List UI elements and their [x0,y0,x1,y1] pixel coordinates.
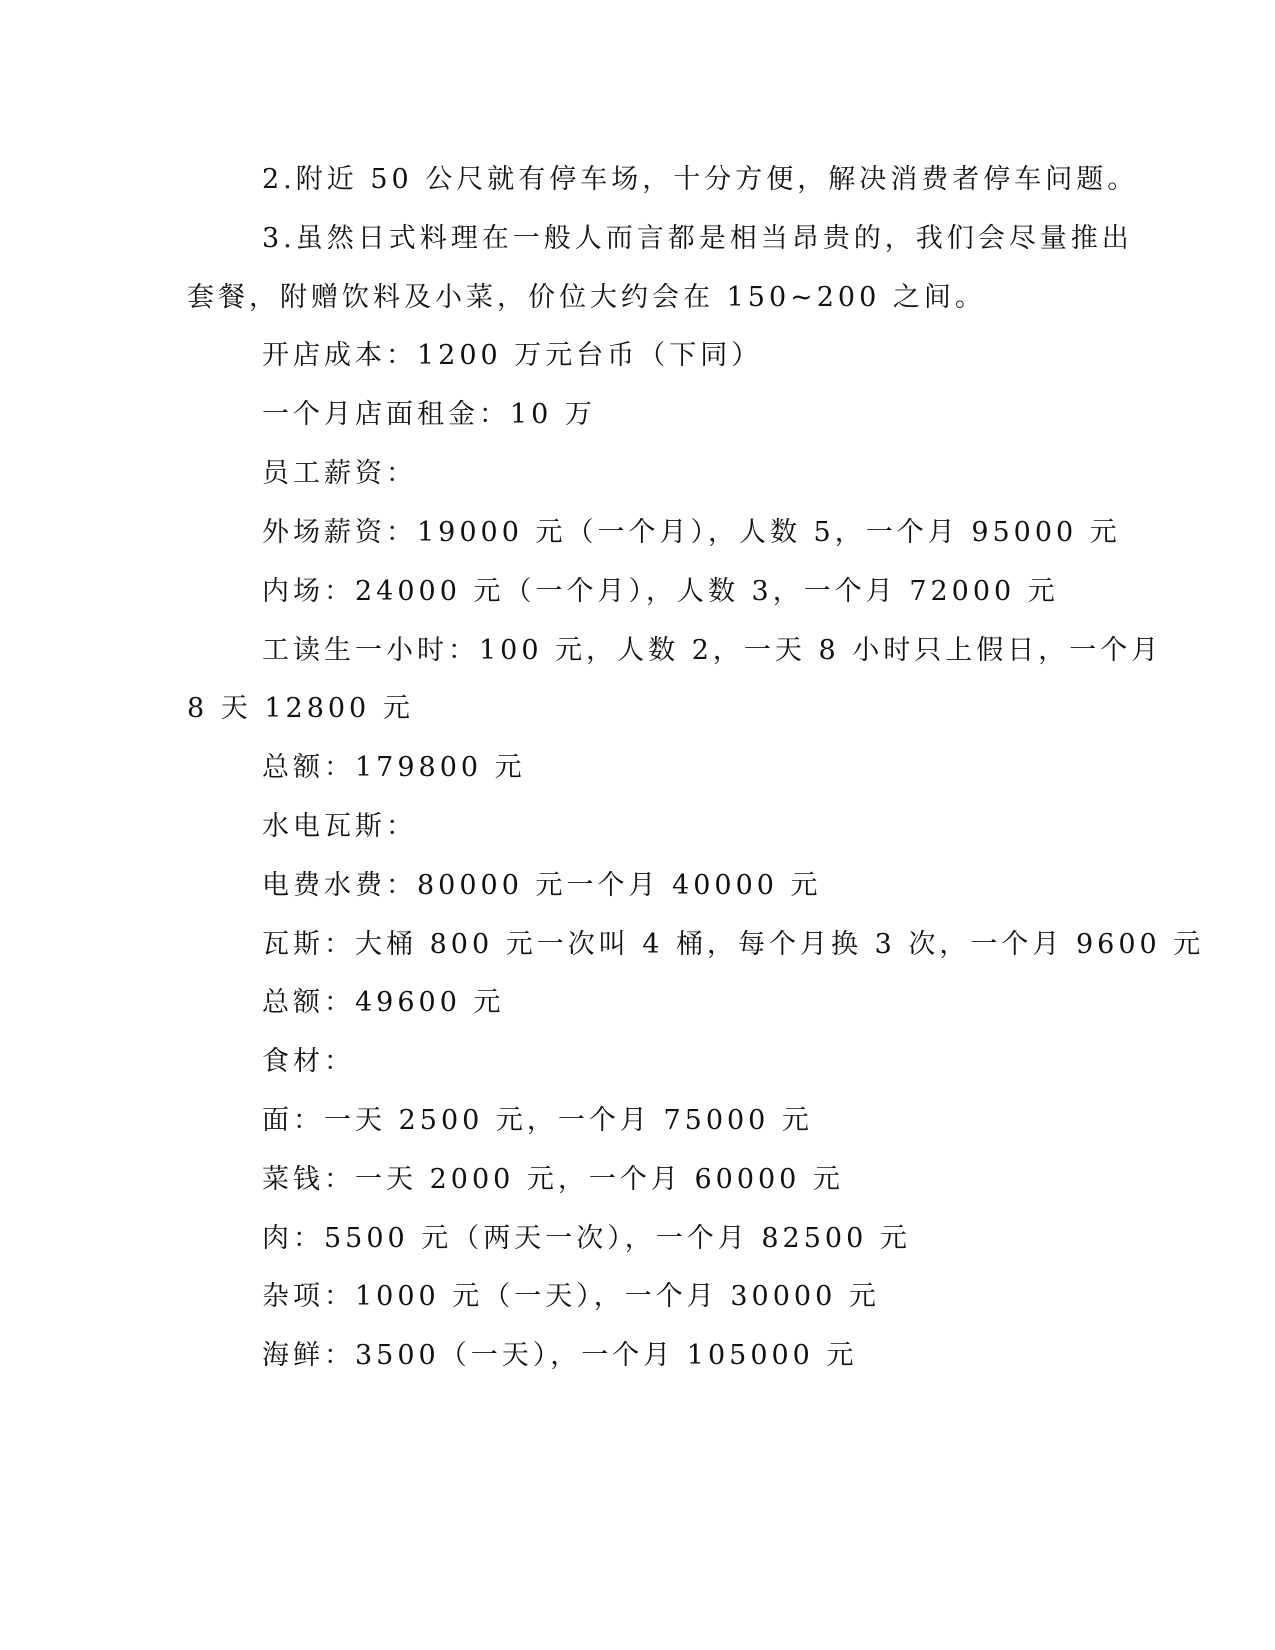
utilities-heading: 水电瓦斯： [262,811,417,842]
salary-front-staff: 外场薪资：19000 元（一个月），人数 5，一个月 95000 元 [262,517,1121,548]
utilities-gas: 瓦斯：大桶 800 元一次叫 4 桶，每个月换 3 次，一个月 9600 元 [262,929,1205,960]
monthly-rent: 一个月店面租金：10 万 [262,399,596,430]
salary-kitchen-staff: 内场：24000 元（一个月），人数 3，一个月 72000 元 [262,576,1059,607]
utilities-electric-water: 电费水费：80000 元一个月 40000 元 [262,870,822,901]
paragraph-pricing-line-2: 套餐，附赠饮料及小菜，价位大约会在 150~200 之间。 [187,282,986,313]
salary-part-time-line-1: 工读生一小时：100 元，人数 2，一天 8 小时只上假日，一个月 [262,635,1163,666]
salary-total: 总额：179800 元 [262,752,526,783]
paragraph-pricing-line-1: 3.虽然日式料理在一般人而言都是相当昂贵的，我们会尽量推出 [262,223,1133,254]
ingredients-seafood: 海鲜：3500（一天），一个月 105000 元 [262,1340,858,1371]
salary-heading: 员工薪资： [262,458,417,489]
ingredients-noodles: 面：一天 2500 元，一个月 75000 元 [262,1105,813,1136]
opening-cost: 开店成本：1200 万元台币（下同） [262,340,763,371]
salary-part-time-line-2: 8 天 12800 元 [187,693,414,724]
ingredients-meat: 肉：5500 元（两天一次），一个月 82500 元 [262,1223,911,1254]
ingredients-vegetables: 菜钱：一天 2000 元，一个月 60000 元 [262,1164,844,1195]
paragraph-parking: 2.附近 50 公尺就有停车场，十分方便，解决消费者停车问题。 [262,164,1139,195]
ingredients-heading: 食材： [262,1046,355,1077]
utilities-total: 总额：49600 元 [262,987,505,1018]
ingredients-misc: 杂项：1000 元（一天），一个月 30000 元 [262,1281,880,1312]
